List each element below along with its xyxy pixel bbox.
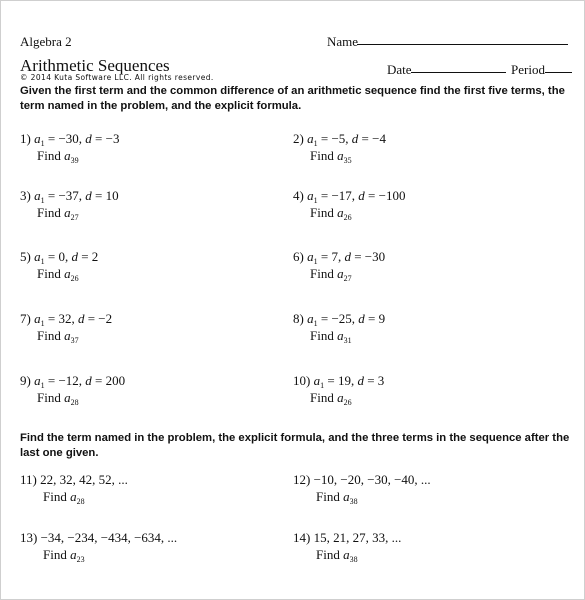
common-difference-value: −100	[378, 188, 406, 203]
var-a: a	[34, 249, 41, 264]
problem-number: 12)	[293, 472, 311, 487]
copyright-notice: © 2014 Kuta Software LLC. All rights reserved.	[20, 73, 214, 82]
find-term	[37, 205, 79, 220]
subscript-one: 1	[40, 381, 45, 390]
course-name: Algebra 2	[20, 34, 72, 49]
var-a: a	[34, 311, 41, 326]
subscript-one: 1	[40, 139, 45, 148]
name-blank-line	[357, 44, 568, 45]
var-a: a	[337, 148, 344, 163]
equals-sign: =	[364, 188, 379, 203]
common-difference-value: 3	[377, 373, 385, 388]
common-difference-value: 2	[91, 249, 99, 264]
find-term	[316, 489, 358, 504]
problem-statement	[293, 472, 431, 487]
term-index: 35	[343, 156, 352, 165]
var-d: d	[344, 249, 351, 264]
find-term	[37, 390, 79, 405]
term-index: 26	[343, 213, 352, 222]
find-label: Find	[316, 489, 344, 504]
first-term-value: −25	[331, 311, 352, 326]
var-a: a	[343, 547, 350, 562]
var-a: a	[307, 188, 314, 203]
problem-number: 7)	[20, 311, 31, 326]
find-term	[310, 266, 352, 281]
common-difference-value: −2	[98, 311, 113, 326]
find-label: Find	[37, 390, 65, 405]
var-a: a	[343, 489, 350, 504]
term-index: 26	[343, 398, 352, 407]
term-index: 38	[349, 555, 358, 564]
subscript-one: 1	[313, 139, 318, 148]
find-label: Find	[37, 328, 65, 343]
problem-number: 8)	[293, 311, 304, 326]
term-index: 23	[76, 555, 85, 564]
find-term	[43, 489, 85, 504]
equals-sign: =	[317, 249, 332, 264]
find-term	[310, 328, 352, 343]
term-index: 31	[343, 336, 352, 345]
find-term	[37, 148, 79, 163]
problem-number: 3)	[20, 188, 31, 203]
var-d: d	[358, 188, 365, 203]
name-label: Name	[327, 34, 359, 49]
problem-number: 9)	[20, 373, 31, 388]
equals-sign: =	[358, 131, 373, 146]
var-a: a	[64, 148, 71, 163]
equals-sign: =	[44, 311, 59, 326]
problem-number: 14)	[293, 530, 311, 545]
problem-number: 2)	[293, 131, 304, 146]
subscript-one: 1	[313, 319, 318, 328]
date-label: Date	[387, 62, 412, 77]
common-difference-value: 9	[378, 311, 386, 326]
term-index: 27	[343, 274, 352, 283]
first-term-value: −12	[58, 373, 79, 388]
first-term-value: 7	[331, 249, 338, 264]
var-a: a	[337, 328, 344, 343]
equals-sign: =	[44, 188, 59, 203]
term-index: 37	[70, 336, 79, 345]
var-a: a	[34, 188, 41, 203]
var-a: a	[307, 311, 314, 326]
find-term	[310, 148, 352, 163]
equals-sign: =	[44, 249, 59, 264]
var-a: a	[337, 266, 344, 281]
find-label: Find	[316, 547, 344, 562]
find-label: Find	[310, 205, 338, 220]
find-term	[37, 328, 79, 343]
subscript-one: 1	[313, 257, 318, 266]
problem-statement: 9) $a_1 = -12$, d = 200	[20, 373, 126, 390]
problem-number: 10)	[293, 373, 311, 388]
find-label: Find	[310, 266, 338, 281]
find-term	[43, 547, 85, 562]
problem-statement: 10) $a_1 = 19$, d = 3	[293, 373, 385, 390]
common-difference-value: 200	[105, 373, 126, 388]
common-difference-value: −4	[372, 131, 386, 146]
first-term-value: 19	[337, 373, 351, 388]
problem-statement: 3) $a_1 = -37$, d = 10	[20, 188, 119, 205]
sequence-terms: −10, −20, −30, −40, ...	[313, 472, 431, 487]
term-index: 28	[70, 398, 79, 407]
equals-sign: =	[324, 373, 338, 388]
var-a: a	[64, 266, 71, 281]
var-d: d	[358, 311, 365, 326]
equals-sign: =	[77, 249, 92, 264]
var-d: d	[71, 249, 78, 264]
find-label: Find	[43, 547, 71, 562]
problem-statement: 7) $a_1 = 32$, d = −2	[20, 311, 113, 328]
find-label: Find	[37, 205, 65, 220]
first-term-value: 0	[58, 249, 65, 264]
common-difference-value: −3	[105, 131, 120, 146]
problem-number: 4)	[293, 188, 304, 203]
period-blank-line	[545, 72, 572, 73]
problem-statement: 5) $a_1 = 0$, d = 2	[20, 249, 99, 266]
sequence-terms: 15, 21, 27, 33, ...	[313, 530, 402, 545]
find-label: Find	[310, 328, 338, 343]
term-index: 38	[349, 497, 358, 506]
var-a: a	[337, 205, 344, 220]
var-a: a	[64, 205, 71, 220]
equals-sign: =	[91, 373, 106, 388]
var-d: d	[77, 311, 85, 326]
equals-sign: =	[91, 188, 106, 203]
var-a: a	[34, 131, 41, 146]
problem-number: 13)	[20, 530, 38, 545]
section2-instructions: Find the term named in the problem, the explicit formula, and the three terms in the sequence after the last one given.	[20, 432, 570, 459]
equals-sign: =	[350, 249, 365, 264]
term-index: 28	[76, 497, 85, 506]
first-term-value: −37	[58, 188, 79, 203]
find-term	[310, 205, 352, 220]
var-d: d	[357, 373, 364, 388]
find-label: Find	[37, 148, 65, 163]
var-a: a	[34, 373, 41, 388]
problem-number: 5)	[20, 249, 31, 264]
subscript-one: 1	[40, 319, 45, 328]
var-a: a	[70, 547, 77, 562]
problem-statement: 8) $a_1 = -25$, d = 9	[293, 311, 386, 328]
term-index: 26	[70, 274, 79, 283]
problem-statement	[20, 530, 177, 545]
equals-sign: =	[363, 373, 378, 388]
var-d: d	[85, 373, 92, 388]
period-label: Period	[511, 62, 545, 77]
problem-statement: 4) $a_1 = -17$, d = −100	[293, 188, 406, 205]
var-a: a	[307, 249, 314, 264]
problem-statement	[293, 530, 401, 545]
date-blank-line	[411, 72, 506, 73]
term-index: 27	[70, 213, 79, 222]
equals-sign: =	[364, 311, 379, 326]
var-d: d	[85, 188, 92, 203]
var-d: d	[85, 131, 92, 146]
subscript-one: 1	[40, 196, 45, 205]
first-term-value: −17	[331, 188, 352, 203]
subscript-one: 1	[320, 381, 325, 390]
var-a: a	[64, 328, 71, 343]
worksheet-title: Arithmetic Sequences	[20, 56, 170, 75]
var-a: a	[307, 131, 314, 146]
section1-instructions: Given the first term and the common difference of an arithmetic sequence find the first five terms, the term named in the problem, and the explicit formula.	[20, 85, 565, 112]
find-term	[310, 390, 352, 405]
equals-sign: =	[44, 131, 59, 146]
var-a: a	[70, 489, 77, 504]
equals-sign: =	[84, 311, 99, 326]
find-label: Find	[43, 489, 71, 504]
find-label: Find	[310, 390, 338, 405]
equals-sign: =	[317, 131, 332, 146]
problem-number: 1)	[20, 131, 31, 146]
var-d: d	[351, 131, 359, 146]
find-label: Find	[310, 148, 338, 163]
problem-number: 6)	[293, 249, 304, 264]
equals-sign: =	[44, 373, 59, 388]
find-label: Find	[37, 266, 65, 281]
term-index: 39	[70, 156, 79, 165]
problem-statement: 2) $a_1 = -5$, d = −4	[293, 131, 386, 148]
subscript-one: 1	[40, 257, 45, 266]
common-difference-value: −30	[364, 249, 386, 264]
problem-statement: 6) $a_1 = 7$, d = −30	[293, 249, 386, 266]
common-difference-value: 10	[105, 188, 119, 203]
problem-number: 11)	[20, 472, 37, 487]
sequence-terms: 22, 32, 42, 52, ...	[40, 472, 128, 487]
first-term-value: 32	[58, 311, 72, 326]
var-a: a	[337, 390, 344, 405]
find-term	[37, 266, 79, 281]
equals-sign: =	[317, 188, 332, 203]
equals-sign: =	[91, 131, 106, 146]
first-term-value: −5	[331, 131, 346, 146]
var-a: a	[313, 373, 321, 388]
problem-statement: 1) $a_1 = -30$, d = −3	[20, 131, 120, 148]
find-term	[316, 547, 358, 562]
sequence-terms: −34, −234, −434, −634, ...	[40, 530, 178, 545]
var-a: a	[64, 390, 71, 405]
problem-statement	[20, 472, 128, 487]
first-term-value: −30	[58, 131, 79, 146]
equals-sign: =	[317, 311, 332, 326]
subscript-one: 1	[313, 196, 318, 205]
